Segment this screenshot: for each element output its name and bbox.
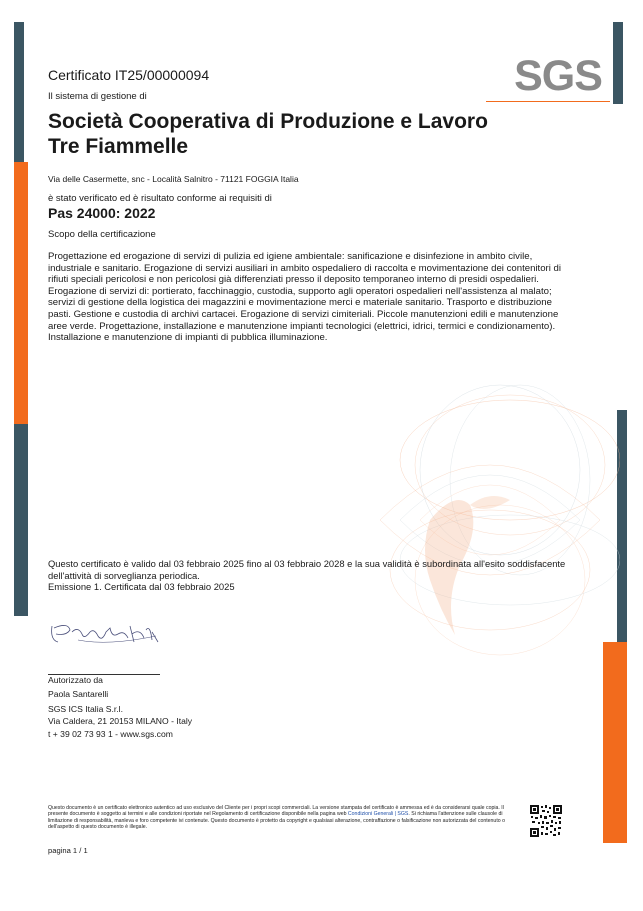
authorized-by-label: Autorizzato da bbox=[48, 675, 103, 685]
signature-image bbox=[48, 620, 168, 650]
general-conditions-link[interactable]: Condizioni Generali | SGS bbox=[347, 811, 409, 818]
company-address: Via delle Casermette, snc - Località Salnitro - 71121 FOGGIA Italia bbox=[48, 174, 299, 184]
footer-text-part-2: . Si richiama l'attenzione sulle clausole di limitazione di responsabilità, manleva e foro competente ivi contenute. Questo documento è protetto da copyright e qualsiasi alterazione, contraffazione o falsificazione non autorizzata del contenuto o dell'aspetto di questo documento è illegale. bbox=[48, 811, 505, 831]
left-slate-bar-bottom bbox=[14, 424, 28, 616]
left-slate-bar-top bbox=[14, 22, 24, 162]
issuer-name: SGS ICS Italia S.r.l. bbox=[48, 704, 123, 714]
validity-statement: Questo certificato è valido dal 03 febbraio 2025 fino al 03 febbraio 2028 e la sua validità è subordinata all'esito soddisfacente dell'attività di sorveglianza periodica. bbox=[48, 558, 566, 581]
page-number: pagina 1 / 1 bbox=[48, 846, 88, 855]
scope-label: Scopo della certificazione bbox=[48, 229, 156, 240]
legal-footer bbox=[48, 805, 524, 831]
verified-statement: è stato verificato ed è risultato conforme ai requisiti di bbox=[48, 193, 272, 204]
footer-text-part-1: Questo documento è un certificato elettronico autentico ad uso esclusivo del Cliente per i propri scopi commerciali. La versione stampata del certificato è ammessa ed è da considerarsi quale copia. Il presente documento è soggetto ai termini e alle condizioni riportate nel Regolamento di certificazione disponibile nella pagina web bbox=[48, 805, 504, 818]
guilloche-background-art bbox=[360, 370, 620, 670]
right-slate-bar-top bbox=[613, 22, 623, 104]
sgs-logo-text: SGS bbox=[514, 52, 602, 100]
sgs-logo bbox=[509, 54, 607, 104]
issue-statement: Emissione 1. Certificata dal 03 febbraio 2025 bbox=[48, 581, 235, 592]
logo-underline bbox=[486, 101, 610, 102]
certificate-number: Certificato IT25/00000094 bbox=[48, 67, 210, 83]
qr-code bbox=[529, 804, 563, 838]
issuer-address: Via Caldera, 21 20153 MILANO - Italy bbox=[48, 716, 193, 726]
right-orange-bar bbox=[603, 642, 627, 843]
left-orange-bar bbox=[14, 162, 28, 424]
scope-text: Progettazione ed erogazione di servizi di pulizia ed igiene ambientale: sanificazione e disinfezione in ambito civile, industriale e sanitario. Erogazione di servizi ausiliari in ambito ospedaliero di raccolta e movimentazione dei contenitori di rifiuti speciali pericolosi e non pericolosi già differenziati presso il deposito temporaneo interno di presidi ospedalieri. Erogazione di servizi di: portierato, facchinaggio, custodia, supporto agli operatori ospedalieri nell'assistenza al malato; servizi di gestione della logistica dei magazzini e movimentazione merci e materiale sanitario. Trasporto e distribuzione pasti. Gestione e custodia di archivi cartacei. Erogazione di servizi cimiteriali. Piccole manutenzioni edili e manutenzione aree verde. Progettazione, installazione e manutenzione impianti tecnologici (elettrici, idrici, termici e condizionamento). Installazione e manutenzione di impianti di pubblica illuminazione. bbox=[48, 251, 561, 344]
signatory-name: Paola Santarelli bbox=[48, 689, 109, 699]
standard-name: Pas 24000: 2022 bbox=[48, 205, 156, 221]
issuer-contact: t + 39 02 73 93 1 - www.sgs.com bbox=[48, 729, 173, 739]
intro-text: Il sistema di gestione di bbox=[48, 91, 147, 102]
company-name: Società Cooperativa di Produzione e Lavoro Tre Fiammelle bbox=[48, 110, 488, 158]
